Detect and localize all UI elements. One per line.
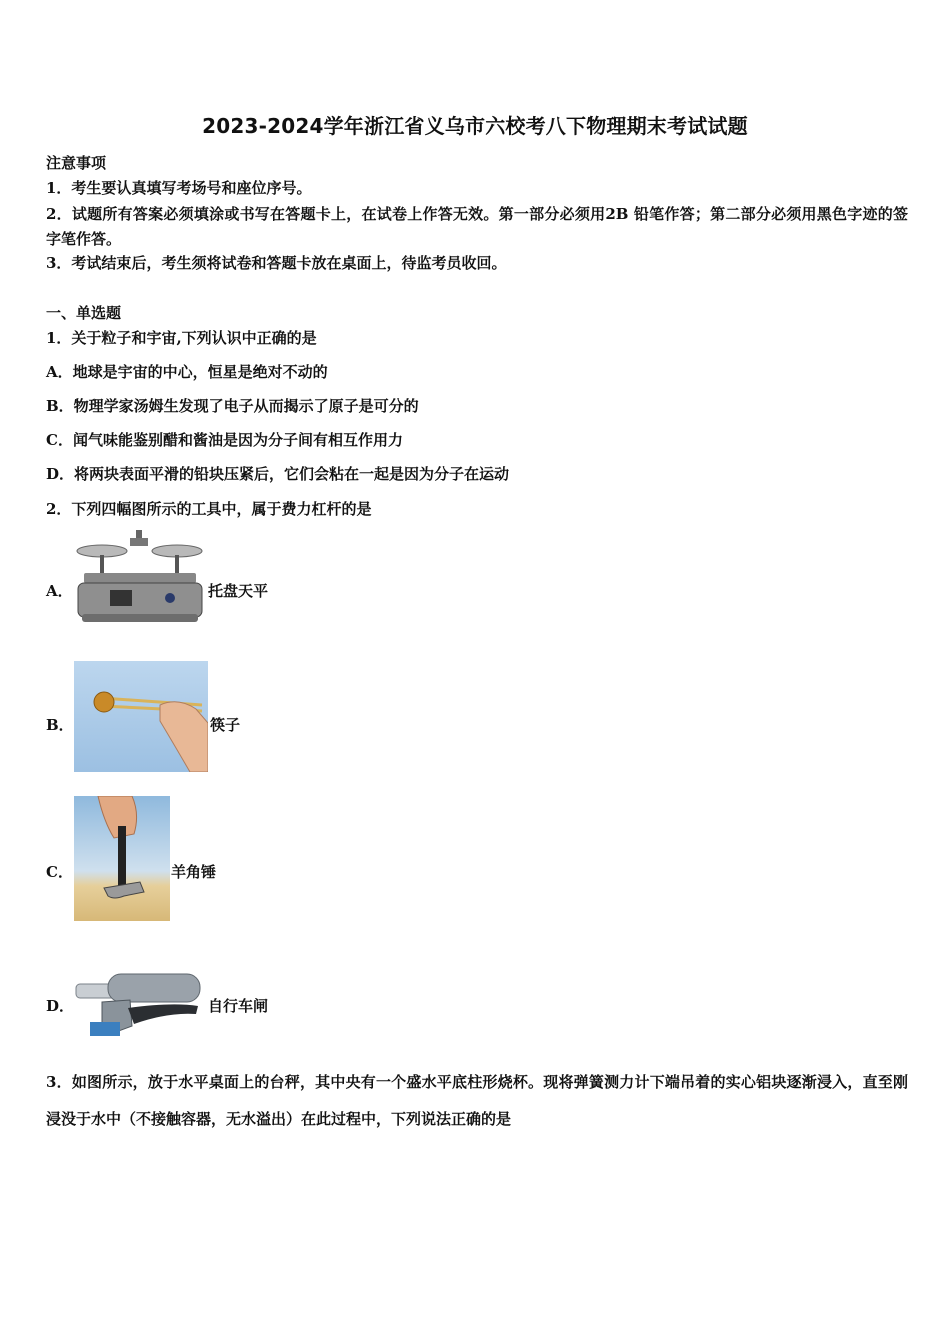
question-2-option-c-caption: 羊角锤 <box>171 863 217 881</box>
bike-brake-image <box>72 966 207 1044</box>
question-1-option-b: B．物理学家汤姆生发现了电子从而揭示了原子是可分的 <box>46 397 419 415</box>
notice-item-3: 3．考试结束后，考生须将试卷和答题卡放在桌面上，待监考员收回。 <box>46 254 507 272</box>
page-title: 2023-2024学年浙江省义乌市六校考八下物理期末考试试题 <box>202 114 748 138</box>
chopsticks-image <box>74 661 208 772</box>
question-3-stem: 3．如图所示，放于水平桌面上的台秤，其中央有一个盛水平底柱形烧杯。现将弹簧测力计下端吊着的实心铝块逐渐浸入，直至刚浸没于水中（不接触容器，无水溢出）在此过程中，下列说法正确的是 <box>46 1073 908 1128</box>
question-2-option-b-caption: 筷子 <box>210 716 241 734</box>
notice-item-1: 1．考生要认真填写考场号和座位序号。 <box>46 179 312 197</box>
question-2-option-d-label: D． <box>46 997 75 1015</box>
question-2-option-c-label: C． <box>46 863 73 881</box>
question-1-option-c: C．闻气味能鉴别醋和酱油是因为分子间有相互作用力 <box>46 431 403 449</box>
question-2-option-d-caption: 自行车闸 <box>208 997 269 1015</box>
balance-scale-image <box>72 528 207 628</box>
question-1-option-d: D．将两块表面平滑的铅块压紧后，它们会粘在一起是因为分子在运动 <box>46 465 510 483</box>
claw-hammer-image <box>74 796 170 921</box>
question-2-option-b-label: B． <box>46 716 74 734</box>
section-heading: 一、单选题 <box>46 304 122 322</box>
notice-heading: 注意事项 <box>46 154 107 172</box>
question-1-option-a: A．地球是宇宙的中心，恒星是绝对不动的 <box>46 363 328 381</box>
question-2-option-a-caption: 托盘天平 <box>208 582 269 600</box>
question-1-stem: 1．关于粒子和宇宙,下列认识中正确的是 <box>46 329 317 347</box>
notice-item-2: 2．试题所有答案必须填涂或书写在答题卡上，在试卷上作答无效。第一部分必须用2B 铅笔作答；第二部分必须用黑色字迹的签字笔作答。 <box>46 205 908 248</box>
question-2-option-a-label: A． <box>46 582 73 600</box>
question-2-stem: 2．下列四幅图所示的工具中，属于费力杠杆的是 <box>46 500 372 518</box>
